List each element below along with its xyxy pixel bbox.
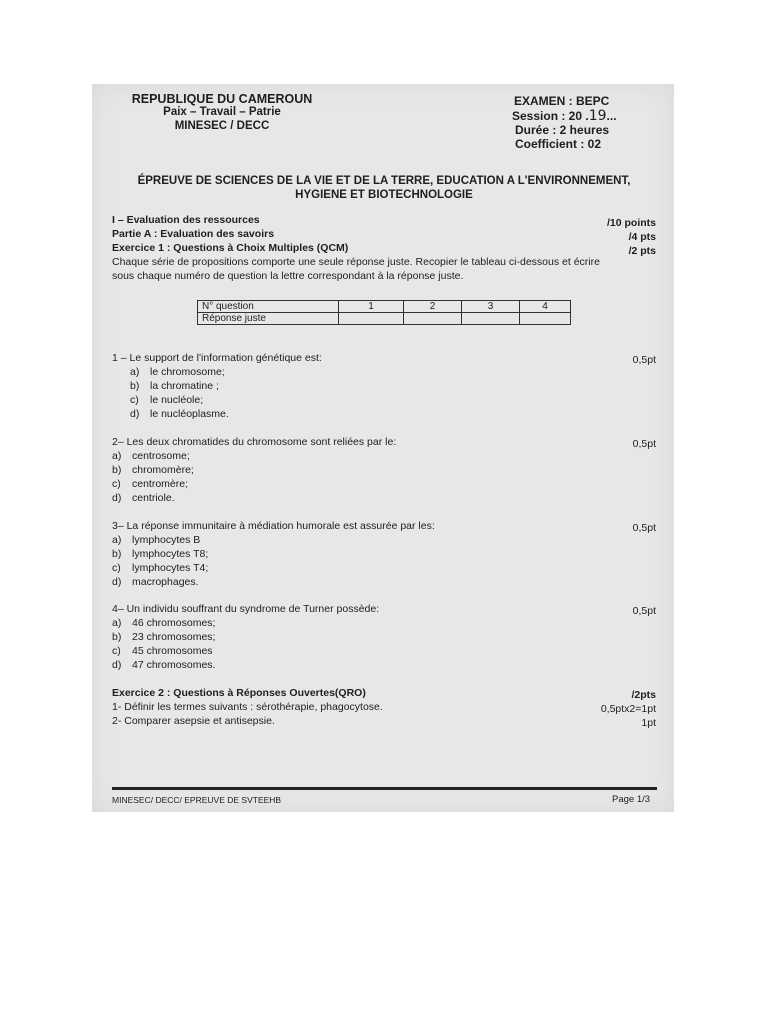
section-label-text: I – Evaluation des ressources xyxy=(112,214,260,226)
table-row xyxy=(198,301,571,313)
option-text: 23 chromosomes; xyxy=(132,631,216,643)
footer-rule xyxy=(112,787,657,790)
question-4-points: 0,5pt xyxy=(632,605,656,617)
section-label xyxy=(112,214,260,226)
option-letter: b) xyxy=(112,464,122,476)
section-points: /10 points xyxy=(606,217,656,229)
option xyxy=(112,491,194,505)
option-text: centromère; xyxy=(132,478,189,490)
option-letter: a) xyxy=(112,617,122,629)
exam-title-line2: HYGIENE ET BIOTECHNOLOGIE xyxy=(295,189,473,201)
partA-points: /4 pts xyxy=(628,231,656,243)
option xyxy=(112,616,215,630)
ministry-name: MINESEC / DECC xyxy=(174,120,270,132)
option-letter: b) xyxy=(112,631,122,643)
option-letter: d) xyxy=(112,576,122,588)
option xyxy=(112,644,215,658)
option-text: 45 chromosomes xyxy=(132,645,213,657)
option xyxy=(112,477,194,491)
table-header-cell: Réponse juste xyxy=(198,313,339,325)
option xyxy=(112,658,215,672)
question-2-text: 2– Les deux chromatides du chromosome sont reliées par le: xyxy=(112,436,397,448)
answer-cell xyxy=(520,313,571,325)
national-motto: Paix – Travail – Patrie xyxy=(163,106,281,118)
ex1-points: /2 pts xyxy=(628,245,656,257)
exam-title-line1: ÉPREUVE DE SCIENCES DE LA VIE ET DE LA TERRE, EDUCATION A L'ENVIRONNEMENT, xyxy=(137,175,631,187)
table-col-4: 4 xyxy=(520,301,571,313)
table-col-1: 1 xyxy=(339,301,404,313)
option xyxy=(112,463,194,477)
session-label: Session : 20 . xyxy=(512,109,589,123)
answer-cell xyxy=(339,313,404,325)
session-suffix: ... xyxy=(606,109,617,123)
option xyxy=(130,407,229,421)
option-text: centrosome; xyxy=(132,450,190,462)
option-letter: a) xyxy=(112,450,122,462)
table-col-3: 3 xyxy=(462,301,520,313)
ex1-instructions-line1: Chaque série de propositions comporte une seule réponse juste. Recopier le tableau ci-dessous et écrire xyxy=(112,256,600,268)
question-3-options xyxy=(112,533,208,589)
option-letter: c) xyxy=(130,394,139,406)
option xyxy=(112,449,194,463)
question-2-points: 0,5pt xyxy=(632,438,656,450)
ex2-question-1: 1- Définir les termes suivants : sérothérapie, phagocytose. xyxy=(112,701,383,713)
option-text: lymphocytes T8; xyxy=(132,548,209,560)
option-text: lymphocytes T4; xyxy=(132,562,209,574)
option xyxy=(112,575,208,589)
option-letter: a) xyxy=(112,534,122,546)
option-letter: c) xyxy=(112,645,121,657)
option xyxy=(130,393,229,407)
option-text: la chromatine ; xyxy=(150,380,219,392)
page-number: Page 1/3 xyxy=(612,794,651,805)
ex2-label: Exercice 2 : Questions à Réponses Ouvertes(QRO) xyxy=(112,687,366,699)
question-1-points: 0,5pt xyxy=(632,354,656,366)
option xyxy=(112,547,208,561)
session-line xyxy=(512,108,617,124)
answer-cell xyxy=(404,313,462,325)
answer-cell xyxy=(462,313,520,325)
option-letter: c) xyxy=(112,562,121,574)
question-1-text: 1 – Le support de l'information génétique est: xyxy=(112,352,322,364)
ex2-points: /2pts xyxy=(631,689,656,701)
question-4-options xyxy=(112,616,215,672)
question-3-text: 3– La réponse immunitaire à médiation humorale est assurée par les: xyxy=(112,520,435,532)
option-text: macrophages. xyxy=(132,576,199,588)
ex1-label: Exercice 1 : Questions à Choix Multiples (QCM) xyxy=(112,242,349,254)
option-text: le nucléoplasme. xyxy=(150,408,229,420)
option xyxy=(112,533,208,547)
question-3-points: 0,5pt xyxy=(632,522,656,534)
option xyxy=(112,630,215,644)
option-text: centriole. xyxy=(132,492,175,504)
option-letter: b) xyxy=(130,380,140,392)
option xyxy=(130,379,229,393)
session-year: 19 xyxy=(588,108,607,124)
question-1-options xyxy=(130,365,229,421)
ex2-question-1-points: 0,5ptx2=1pt xyxy=(600,703,656,715)
question-4-text: 4– Un individu souffrant du syndrome de Turner possède: xyxy=(112,603,380,615)
option-letter: d) xyxy=(130,408,140,420)
partA-label: Partie A : Evaluation des savoirs xyxy=(112,228,275,240)
option-text: 46 chromosomes; xyxy=(132,617,216,629)
exam-page xyxy=(92,84,674,812)
option-letter: d) xyxy=(112,492,122,504)
option-text: lymphocytes B xyxy=(132,534,201,546)
table-row xyxy=(198,313,571,325)
option-text: le chromosome; xyxy=(150,366,225,378)
table-col-2: 2 xyxy=(404,301,462,313)
exam-name: EXAMEN : BEPC xyxy=(514,94,610,108)
exam-duration: Durée : 2 heures xyxy=(515,123,610,137)
answer-table xyxy=(197,300,571,325)
option-text: chromomère; xyxy=(132,464,194,476)
country-name: REPUBLIQUE DU CAMEROUN xyxy=(131,92,313,106)
ex2-question-2-points: 1pt xyxy=(641,717,656,729)
option-text: le nucléole; xyxy=(150,394,204,406)
option-letter: d) xyxy=(112,659,122,671)
ex2-question-2: 2- Comparer asepsie et antisepsie. xyxy=(112,715,275,727)
footer-left: MINESEC/ DECC/ EPREUVE DE SVTEEHB xyxy=(112,795,282,805)
option-text: 47 chromosomes. xyxy=(132,659,216,671)
question-2-options xyxy=(112,449,194,505)
option xyxy=(112,561,208,575)
option-letter: b) xyxy=(112,548,122,560)
option-letter: c) xyxy=(112,478,121,490)
ex1-instructions-line2: sous chaque numéro de question la lettre correspondant à la réponse juste. xyxy=(112,270,464,282)
table-header-cell: N° question xyxy=(198,301,339,313)
exam-coefficient: Coefficient : 02 xyxy=(515,137,602,151)
option-letter: a) xyxy=(130,366,140,378)
option xyxy=(130,365,229,379)
